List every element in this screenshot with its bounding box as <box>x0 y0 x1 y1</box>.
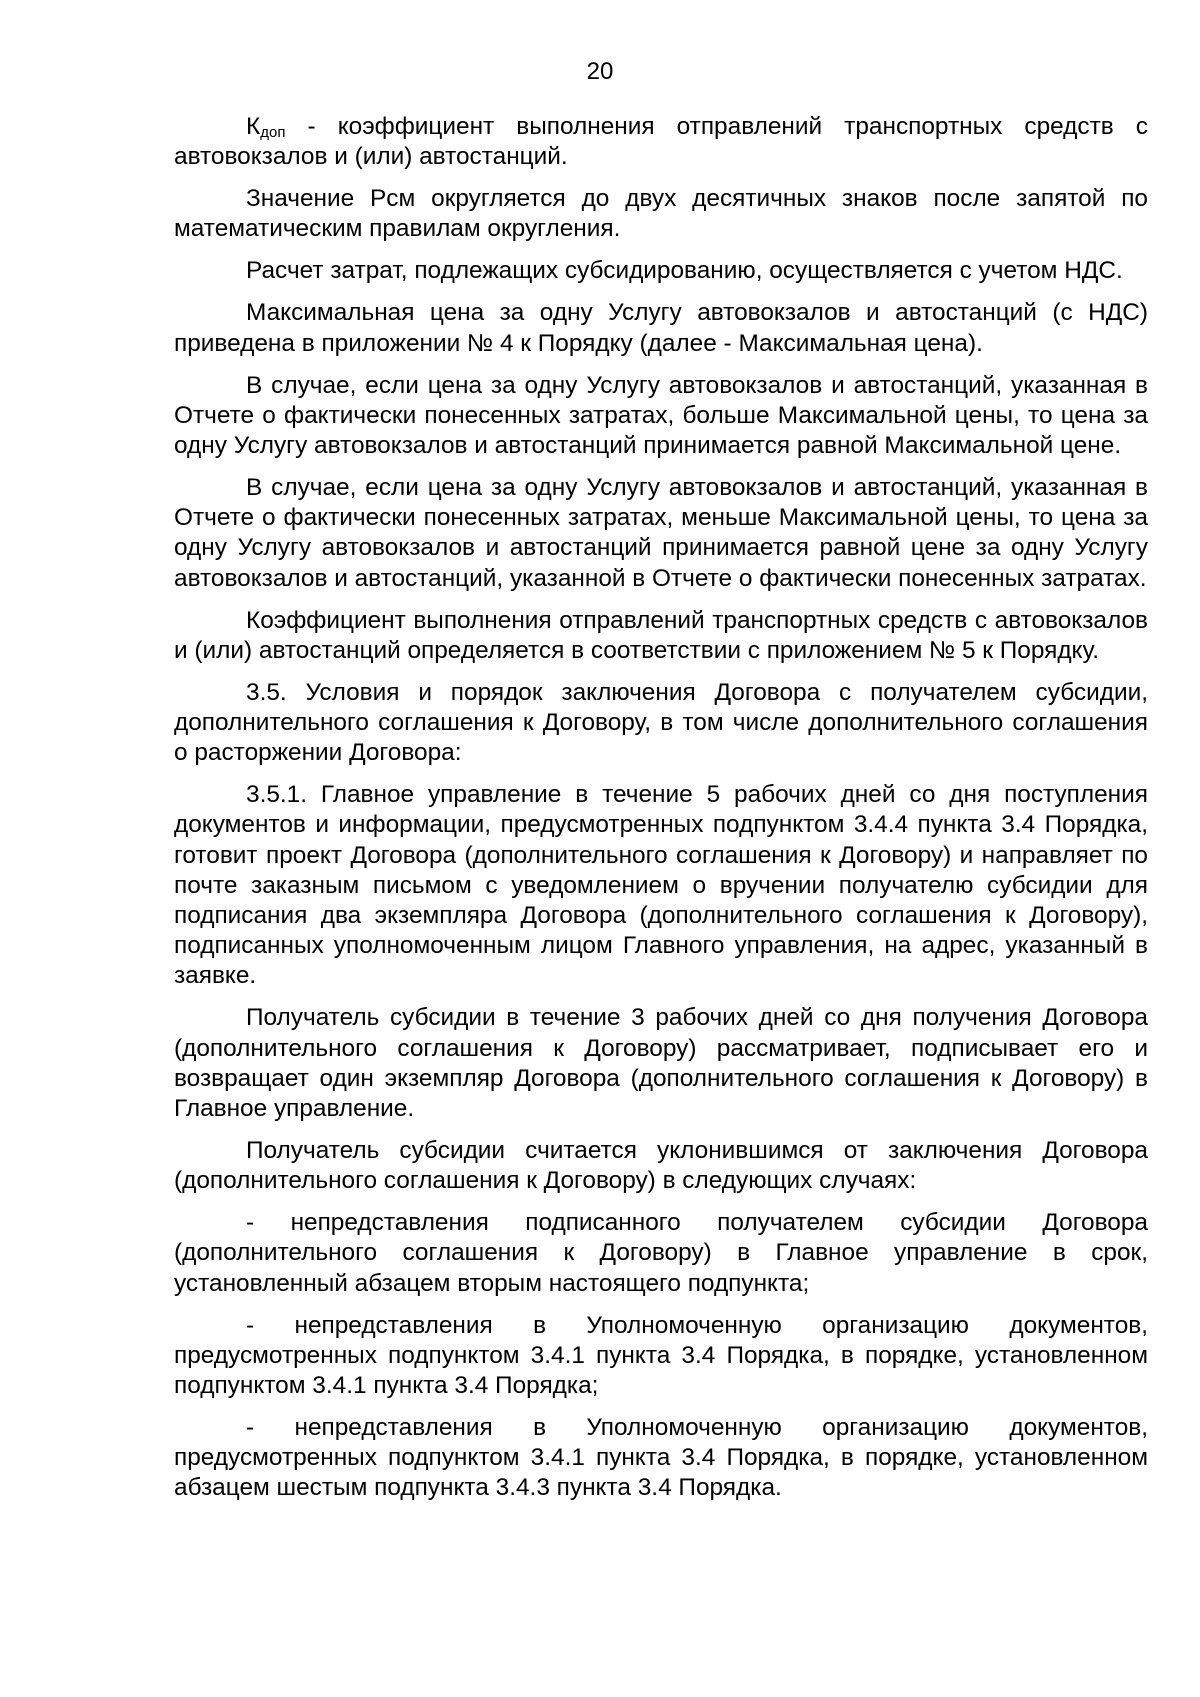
paragraph: Коэффициент выполнения отправлений транспортных средств с автовокзалов и (или) автостанций определяется в соответствии с приложением № 5 к Порядку. <box>174 606 1148 664</box>
section-heading-3-5: 3.5. Условия и порядок заключения Договора с получателем субсидии, дополнительного соглашения к Договору, в том числе дополнительного соглашения о расторжении Договора: <box>174 678 1148 767</box>
paragraph-text: - коэффициент выполнения отправлений транспортных средств с автовокзалов и (или) автостанций. <box>174 113 1148 171</box>
list-item: - непредставления подписанного получателем субсидии Договора (дополнительного соглашения к Договору) в Главное управление в срок, установленный абзацем вторым настоящего подпункта; <box>174 1209 1148 1297</box>
paragraph: В случае, если цена за одну Услугу автовокзалов и автостанций, указанная в Отчете о фактически понесенных затратах, меньше Максимальной цены, то цена за одну Услугу автовокзалов и автостанций принимается равной цене за одну Услугу автовокзалов и автостанций, указанной в Отчете о фактически понесенных затратах. <box>174 474 1148 592</box>
paragraph: Расчет затрат, подлежащих субсидированию, осуществляется с учетом НДС. <box>246 257 1123 285</box>
paragraph: Получатель субсидии считается уклонившимся от заключения Договора (дополнительного соглашения к Договору) в следующих случаях: <box>174 1137 1148 1195</box>
coefficient-symbol: К <box>246 113 261 140</box>
paragraph: Получатель субсидии в течение 3 рабочих дней со дня получения Договора (дополнительного соглашения к Договору) рассматривает, подписывает его и возвращает один экземпляр Договора (дополнительного соглашения к Договору) в Главное управление. <box>174 1004 1148 1123</box>
paragraph-kdop-definition <box>174 112 1148 172</box>
paragraph: Значение Рсм округляется до двух десятичных знаков после запятой по математическим правилам округления. <box>174 185 1148 243</box>
list-item: - непредставления в Уполномоченную организацию документов, предусмотренных подпунктом 3.4.1 пункта 3.4 Порядка, в порядке, установленном подпунктом 3.4.1 пункта 3.4 Порядка; <box>174 1311 1148 1400</box>
paragraph-3-5-1: 3.5.1. Главное управление в течение 5 рабочих дней со дня поступления документов и информации, предусмотренных подпунктом 3.4.4 пункта 3.4 Порядка, готовит проект Договора (дополнительного соглашения к Договору) и направляет по почте заказным письмом с уведомлением о вручении получателю субсидии для подписания два экземпляра Договора (дополнительного соглашения к Договору), подписанных уполномоченным лицом Главного управления, на адрес, указанный в заявке. <box>174 781 1148 990</box>
paragraph: Максимальная цена за одну Услугу автовокзалов и автостанций (с НДС) приведена в приложении № 4 к Порядку (далее - Максимальная цена). <box>174 299 1148 357</box>
paragraph: В случае, если цена за одну Услугу автовокзалов и автостанций, указанная в Отчете о фактически понесенных затратах, больше Максимальной цены, то цена за одну Услугу автовокзалов и автостанций принимается равной Максимальной цене. <box>174 371 1148 460</box>
list-item: - непредставления в Уполномоченную организацию документов, предусмотренных подпунктом 3.4.1 пункта 3.4 Порядка, в порядке, установленном абзацем шестым подпункта 3.4.3 пункта 3.4 Порядка. <box>174 1414 1148 1502</box>
coefficient-subscript: доп <box>260 124 286 141</box>
page-number: 20 <box>586 58 614 85</box>
document-body <box>174 112 1148 1515</box>
